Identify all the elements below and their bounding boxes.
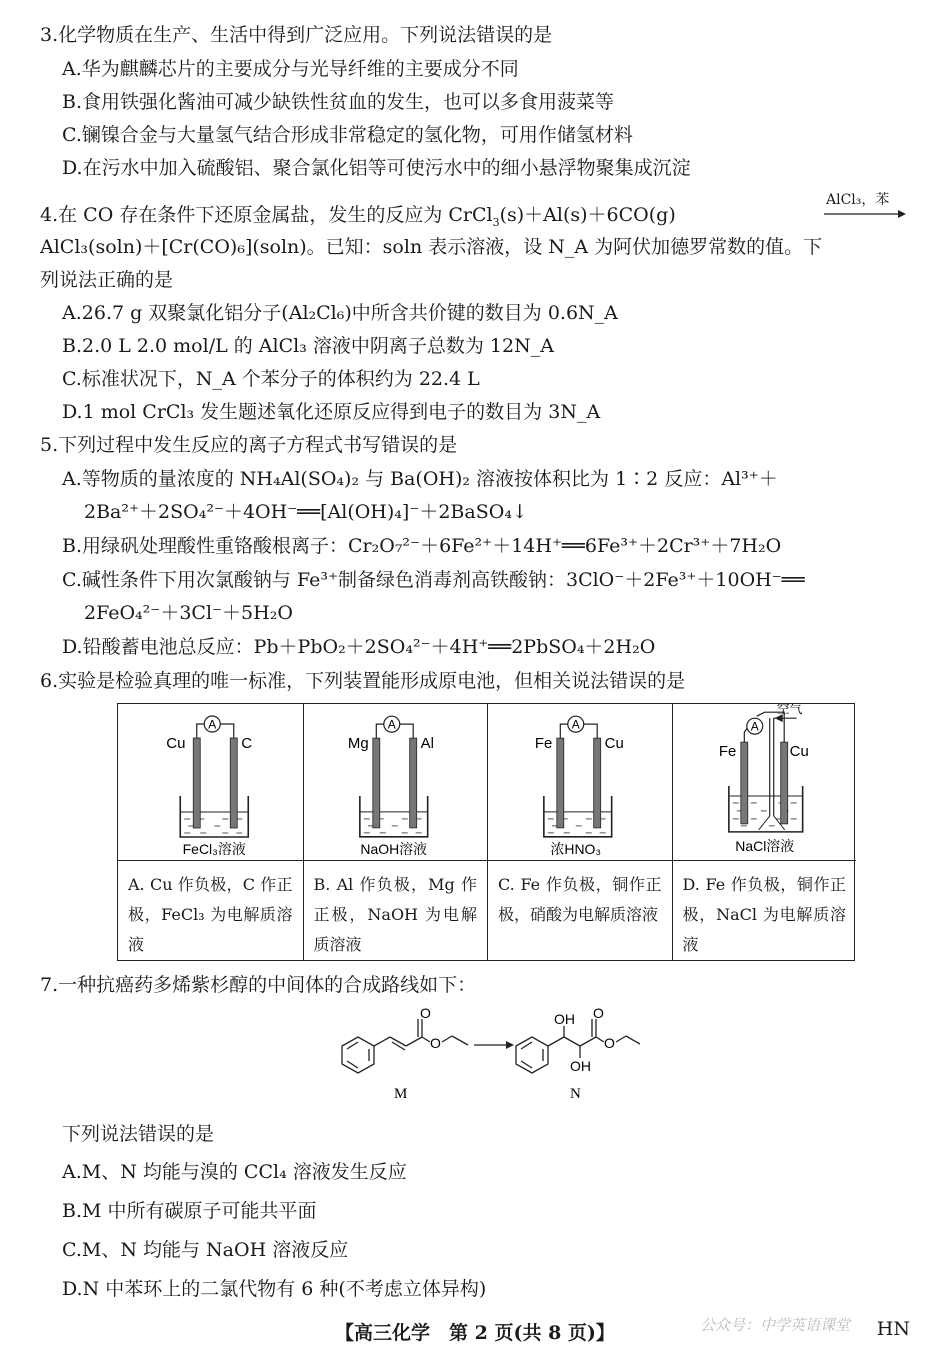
q4-option-d: D.1 mol CrCl₃ 发生题述氧化还原反应得到电子的数目为 3N_A xyxy=(62,401,601,423)
q4-option-a: A.26.7 g 双聚氯化铝分子(Al₂Cl₆)中所含共价键的数目为 0.6N_A xyxy=(62,302,618,324)
q4-stem-part2: (s)＋Al(s)＋6CO(g) xyxy=(499,204,676,226)
cell-a-figure xyxy=(118,704,303,860)
synthesis-route-diagram xyxy=(320,1008,650,1108)
ammeter-d-label: A xyxy=(750,719,759,734)
q3-option-b: B.食用铁强化酱油可减少缺铁性贫血的发生，也可以多食用菠菜等 xyxy=(62,91,615,113)
q4-option-b: B.2.0 L 2.0 mol/L 的 AlCl₃ 溶液中阴离子总数为 12N_A xyxy=(62,335,554,357)
q5-option-c-line1: C.碱性条件下用次氯酸钠与 Fe³⁺制备绿色消毒剂高铁酸钠：3ClO⁻＋2Fe³⁺＋10OH⁻══ xyxy=(62,569,805,591)
solution-c-label: 浓HNO₃ xyxy=(550,840,602,857)
solution-d-label: NaCl溶液 xyxy=(734,837,794,854)
ammeter-c-label: A xyxy=(571,717,580,732)
q5-option-c-line2: 2FeO₄²⁻＋3Cl⁻＋5H₂O xyxy=(84,602,293,624)
beaker-b-diagram xyxy=(304,704,488,860)
q5-stem: 5.下列过程中发生反应的离子方程式书写错误的是 xyxy=(40,434,458,456)
cell-option-a xyxy=(118,704,303,960)
electrode-c-right: Cu xyxy=(604,735,624,753)
beaker-a-diagram xyxy=(118,704,303,860)
q4-stem-part1: 4.在 CO 存在条件下还原金属盐，发生的反应为 CrCl xyxy=(40,204,493,226)
n-oh-bottom: OH xyxy=(570,1058,591,1074)
molecule-m-structure xyxy=(342,1019,468,1073)
cell-c-caption: C. Fe 作负极，铜作正极，硝酸为电解质溶液 xyxy=(488,860,672,962)
galvanic-cell-table xyxy=(117,703,855,961)
q7-sub-stem: 下列说法错误的是 xyxy=(62,1123,215,1145)
solution-b-label: NaOH溶液 xyxy=(359,840,427,857)
q3-option-a: A.华为麒麟芯片的主要成分与光导纤维的主要成分不同 xyxy=(62,58,519,80)
cell-d-figure xyxy=(673,704,857,860)
beaker-d-diagram xyxy=(673,704,857,860)
q5-option-b: B.用绿矾处理酸性重铬酸根离子：Cr₂O₇²⁻＋6Fe²⁺＋14H⁺══6Fe³⁺＋2Cr³⁺＋7H₂O xyxy=(62,535,782,557)
q3-option-c: C.镧镍合金与大量氢气结合形成非常稳定的氢化物，可用作储氢材料 xyxy=(62,124,633,146)
electrode-c-left: Fe xyxy=(534,735,553,753)
svg-text:O: O xyxy=(430,1035,441,1051)
q7-option-d: D.N 中苯环上的二氯代物有 6 种(不考虑立体异构) xyxy=(62,1278,487,1300)
cell-b-caption: B. Al 作负极，Mg 作正极，NaOH 为电解质溶液 xyxy=(304,860,488,962)
cell-c-figure xyxy=(488,704,672,860)
svg-text:O: O xyxy=(593,1008,604,1021)
q7-option-a: A.M、N 均能与溴的 CCl₄ 溶液发生反应 xyxy=(62,1161,407,1183)
q3-stem: 3.化学物质在生产、生活中得到广泛应用。下列说法错误的是 xyxy=(40,24,553,46)
q5-option-d: D.铅酸蓄电池总反应：Pb＋PbO₂＋2SO₄²⁻＋4H⁺══2PbSO₄＋2H₂O xyxy=(62,636,656,658)
cell-option-b xyxy=(303,704,488,960)
label-m: M xyxy=(394,1086,408,1102)
q5-option-a-line2: 2Ba²⁺＋2SO₄²⁻＋4OH⁻══[Al(OH)₄]⁻＋2BaSO₄↓ xyxy=(84,501,528,523)
q3-option-d: D.在污水中加入硫酸铝、聚合氯化铝等可使污水中的细小悬浮物聚集成沉淀 xyxy=(62,157,691,179)
label-n: N xyxy=(570,1086,581,1102)
air-label: 空气 xyxy=(776,704,803,717)
cell-a-caption: A. Cu 作负极，C 作正极，FeCl₃ 为电解质溶液 xyxy=(118,860,303,962)
ammeter-a-label: A xyxy=(208,717,217,732)
q6-stem: 6.实验是检验真理的唯一标准，下列装置能形成原电池，但相关说法错误的是 xyxy=(40,670,686,692)
q4-option-c: C.标准状况下，N_A 个苯分子的体积约为 22.4 L xyxy=(62,368,480,390)
n-oh-top: OH xyxy=(554,1011,575,1027)
electrode-a-right: C xyxy=(241,735,253,752)
q4-stem-line1: 4.在 CO 存在条件下还原金属盐，发生的反应为 CrCl$_3$(s)＋Al(s)＋6CO(g) xyxy=(40,204,676,229)
cell-b-figure xyxy=(304,704,488,860)
page-footer: 【高三化学 第 2 页(共 8 页)】 xyxy=(335,1322,615,1344)
electrode-a-left: Cu xyxy=(166,735,186,752)
exam-code: HN xyxy=(876,1318,910,1340)
electrode-b-left: Mg xyxy=(347,735,369,753)
q5-option-a-line1: A.等物质的量浓度的 NH₄Al(SO₄)₂ 与 Ba(OH)₂ 溶液按体积比为 1∶2 反应：Al³⁺＋ xyxy=(62,468,778,490)
beaker-c-diagram xyxy=(488,704,672,860)
cell-d-caption: D. Fe 作负极，铜作正极，NaCl 为电解质溶液 xyxy=(673,860,857,962)
reaction-arrow-icon xyxy=(822,208,908,220)
electrode-d-right: Cu xyxy=(789,743,809,761)
solution-a-label: FeCl₃溶液 xyxy=(182,841,246,857)
q7-option-b: B.M 中所有碳原子可能共平面 xyxy=(62,1200,317,1222)
q7-stem: 7.一种抗癌药多烯紫杉醇的中间体的合成路线如下： xyxy=(40,974,477,996)
q7-option-c: C.M、N 均能与 NaOH 溶液反应 xyxy=(62,1239,349,1261)
cell-option-d xyxy=(672,704,857,960)
electrode-d-left: Fe xyxy=(718,743,736,761)
q4-stem-line2: AlCl₃(soln)＋[Cr(CO)₆](soln)。已知：soln 表示溶液，设 N_A 为阿伏加德罗常数的值。下 xyxy=(40,236,823,258)
watermark: 公众号：中学英语课堂 xyxy=(700,1316,851,1334)
svg-text:O: O xyxy=(604,1035,615,1051)
q4-arrow-label: AlCl₃，苯 xyxy=(826,192,890,208)
q4-stem-line3: 列说法正确的是 xyxy=(40,269,174,291)
cell-option-c xyxy=(487,704,672,960)
ammeter-b-label: A xyxy=(387,717,396,732)
electrode-b-right: Al xyxy=(420,735,434,753)
m-carbonyl-o: O xyxy=(420,1008,431,1021)
